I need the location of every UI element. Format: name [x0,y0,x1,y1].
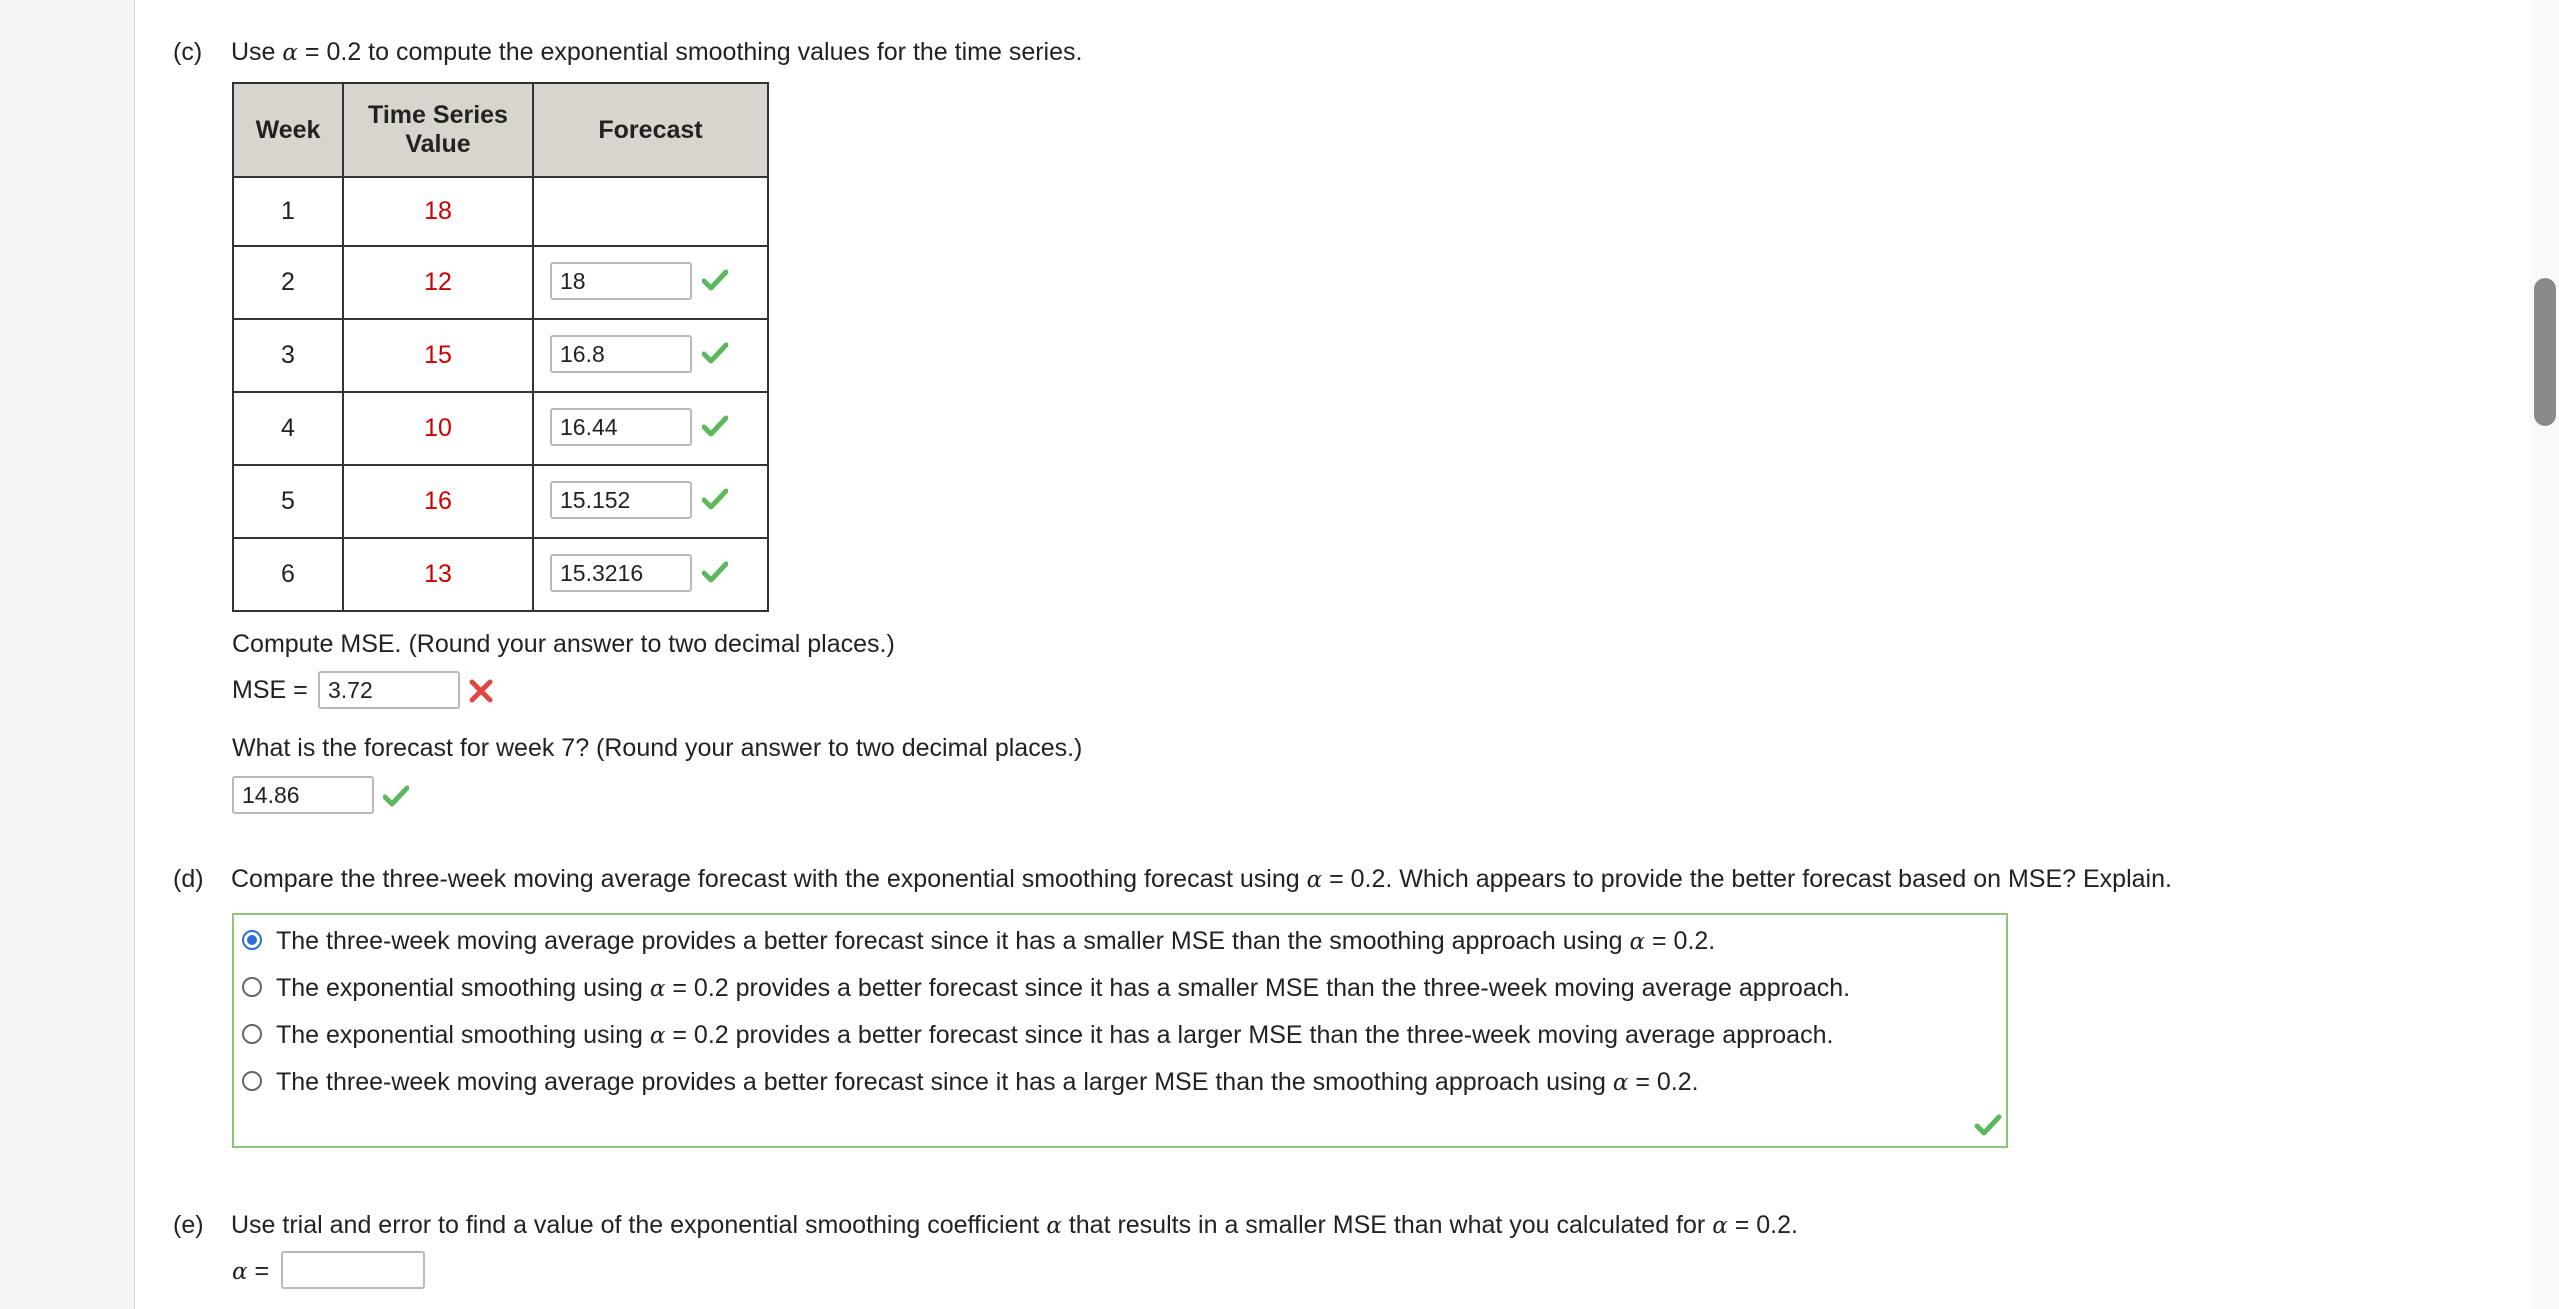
value-cell: 15 [343,319,533,392]
week7-forecast-input[interactable]: 14.86 [232,776,374,814]
week-cell: 2 [233,246,343,319]
forecast-input-week-4[interactable]: 16.44 [550,408,692,446]
radio-button[interactable] [242,1024,262,1044]
forecast-input-week-2[interactable]: 18 [550,262,692,300]
scrollbar-track[interactable] [2529,0,2559,1309]
cross-icon [469,679,493,703]
part-e-prompt-pre: Use trial and error to find a value of the exponential smoothing coefficient [231,1211,1040,1239]
option-text: The exponential smoothing using [276,1021,643,1049]
table-row [233,246,768,319]
value-cell: 10 [343,392,533,465]
scrollbar-thumb[interactable] [2534,278,2556,426]
forecast-cell [533,392,768,465]
part-e-prompt-mid: that results in a smaller MSE than what you calculated for [1068,1211,1706,1239]
alpha-symbol: α [1712,1213,1728,1239]
part-d-prompt-pre: Compare the three-week moving average forecast with the exponential smoothing forecast using [231,865,1300,893]
week-cell: 1 [233,177,343,246]
alpha-symbol: α [1612,1070,1629,1096]
alpha-symbol: α [649,1023,666,1049]
week-cell: 3 [233,319,343,392]
alpha-symbol: α [1046,1213,1062,1239]
part-e-label: (e) [173,1211,204,1239]
alpha-symbol: α [232,1259,248,1285]
alpha-symbol: α [282,40,298,66]
alpha-symbol: α [649,976,666,1002]
forecast-input-week-6[interactable]: 15.3216 [550,554,692,592]
option-text-end: = 0.2 provides a better forecast since it has a smaller MSE than the three-week moving average approach. [672,974,1851,1002]
forecast-cell [533,319,768,392]
table-row [233,465,768,538]
check-icon [702,488,728,510]
radio-button[interactable] [242,977,262,997]
forecast-cell-empty [533,177,768,246]
check-icon [1974,1114,2002,1136]
radio-button[interactable] [242,1071,262,1091]
option-text: The exponential smoothing using [276,974,643,1002]
part-d-prompt-post: = 0.2. Which appears to provide the better forecast based on MSE? Explain. [1329,865,2172,893]
part-c-prompt-post: = 0.2 to compute the exponential smoothing values for the time series. [304,38,1083,66]
left-gutter [0,0,135,1309]
smoothing-table [232,82,769,612]
alpha-input-label [232,1256,269,1287]
option-text: The three-week moving average provides a better forecast since it has a smaller MSE than the smoothing approach using [276,927,1623,955]
forecast-cell [533,538,768,611]
option-text: The three-week moving average provides a better forecast since it has a larger MSE than the smoothing approach using [276,1068,1606,1096]
value-cell: 12 [343,246,533,319]
value-cell: 18 [343,177,533,246]
alpha-symbol: α [1629,929,1646,955]
week7-prompt: What is the forecast for week 7? (Round your answer to two decimal places.) [232,734,1083,762]
radio-button-selected[interactable] [242,930,262,950]
part-c-prompt-pre: Use [231,38,276,66]
equals-sign: = [254,1257,270,1285]
option-text-end: = 0.2. [1635,1068,1699,1096]
header-week: Week [233,83,343,177]
value-cell: 16 [343,465,533,538]
mse-label: MSE = [232,676,308,704]
mse-prompt: Compute MSE. (Round your answer to two decimal places.) [232,630,895,658]
check-icon [702,269,728,291]
forecast-cell [533,246,768,319]
answer-options-box [232,913,2008,1148]
forecast-cell [533,465,768,538]
week-cell: 6 [233,538,343,611]
alpha-input[interactable] [281,1251,425,1289]
week-cell: 5 [233,465,343,538]
alpha-symbol: α [1306,867,1323,893]
check-icon [702,561,728,583]
part-c-label: (c) [173,38,203,66]
check-icon [702,342,728,364]
value-cell: 13 [343,538,533,611]
part-d-label: (d) [173,865,204,893]
check-icon [702,415,728,437]
check-icon [383,785,409,807]
week-cell: 4 [233,392,343,465]
table-row [233,538,768,611]
forecast-input-week-5[interactable]: 15.152 [550,481,692,519]
forecast-input-week-3[interactable]: 16.8 [550,335,692,373]
table-row [233,392,768,465]
table-row [233,177,768,246]
table-row [233,319,768,392]
option-text-end: = 0.2. [1652,927,1716,955]
mse-input[interactable]: 3.72 [318,671,460,709]
header-forecast: Forecast [533,83,768,177]
option-text-end: = 0.2 provides a better forecast since it has a larger MSE than the three-week moving average approach. [672,1021,1834,1049]
part-e-prompt-post: = 0.2. [1734,1211,1798,1239]
header-time-series-value: Time Series Value [343,83,533,177]
